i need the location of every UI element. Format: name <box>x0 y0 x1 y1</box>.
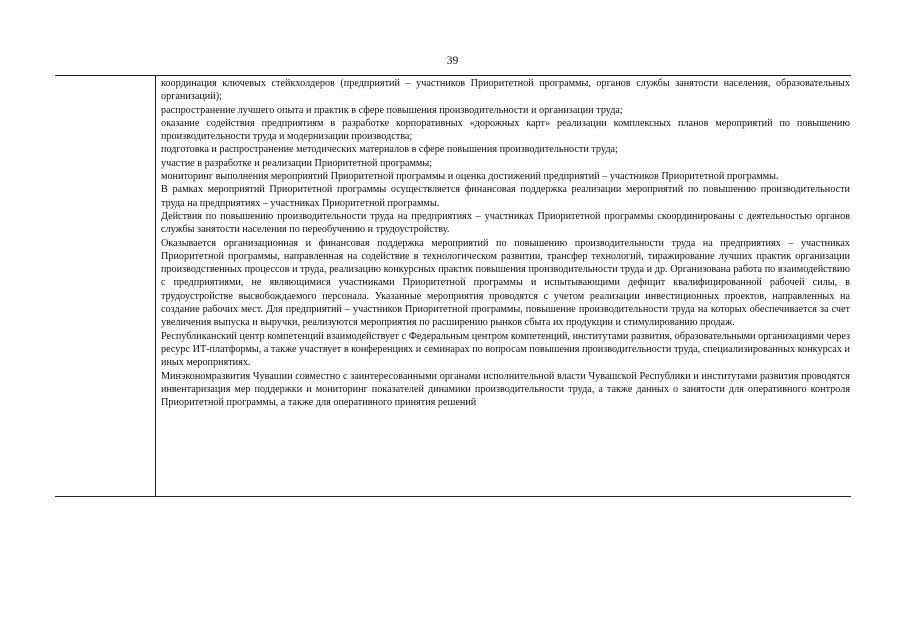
paragraph-competence-center: Республиканский центр компетенций взаимодействует с Федеральным центром компетенций, институтами развития, образовательными организациями через ресурс ИТ-платформы, а также участвует в конференциях и семинарах по вопросам повышения производительности труда, специализированных конкурсах и иных мероприятиях. <box>161 330 850 369</box>
paragraph-financial-support: В рамках мероприятий Приоритетной программы осуществляется финансовая поддержка реализации мероприятий по повышению производительности труда на предприятиях – участниках Приоритетной программы. <box>161 184 850 209</box>
page-number: 39 <box>446 55 459 67</box>
paragraph-roadmaps: оказание содействия предприятиям в разработке корпоративных «дорожных карт» реализации комплексных планов мероприятий по повышению производительности труда и модернизации производства; <box>161 117 850 143</box>
paragraph-employment-coordination: Действия по повышению производительности труда на предприятиях – участниках Приоритетной программы скоординированы с деятельностью органов службы занятости населения по переобучению и трудоустройству. <box>161 210 850 236</box>
table-content-cell <box>161 77 850 409</box>
paragraph-organizational-support: Оказывается организационная и финансовая поддержка мероприятий по повышению производительности труда на предприятиях – участниках Приоритетной программы, направленная на содействие в технологическом развитии, трансфер технологий, тиражирование лучших практик организации производственных процессов и труда, реализацию конкурсных практик повышения производительности труда и др. Организована работа по взаимодействию с предприятиями, не являющимися участниками Приоритетной программы и испытывающими дефицит квалифицированной рабочей силы, в трудоустройстве высвобождаемого персонала. Указанные мероприятия проводятся с учетом реализации инвестиционных проектов, направленных на создание рабочих мест. Для предприятий – участников Приоритетной программы, повышение производительности труда на которых обеспечивается за счет увеличения выпуска и выручки, реализуются мероприятия по расширению рынков сбыта их продукции и стимулированию продаж. <box>161 237 850 329</box>
paragraph-coordination: координация ключевых стейкхолдеров (предприятий – участников Приоритетной программы, органов службы занятости населения, образовательных организаций); <box>161 78 850 103</box>
table-left-cell <box>55 76 156 496</box>
paragraph-monitoring: мониторинг выполнения мероприятий Приоритетной программы и оценка достижений предприятий – участников Приоритетной программы. <box>161 171 779 183</box>
paragraph-ministry-inventory: Минэкономразвития Чувашии совместно с заинтересованными органами исполнительной власти Чувашской Республики и институтами развития проводятся инвентаризация мер поддержки и мониторинг показателей динамики производительности труда, а также данных о занятости для оперативного контроля Приоритетной программы, а также для оперативного принятия решений <box>161 370 850 409</box>
document-table <box>55 75 851 497</box>
paragraph-best-practices: распространение лучшего опыта и практик в сфере повышения производительности и организации труда; <box>161 104 623 116</box>
paragraph-program-participation: участие в разработке и реализации Приоритетной программы; <box>161 157 433 169</box>
paragraph-methodical-materials: подготовка и распространение методических материалов в сфере повышения производительности труда; <box>161 144 618 156</box>
